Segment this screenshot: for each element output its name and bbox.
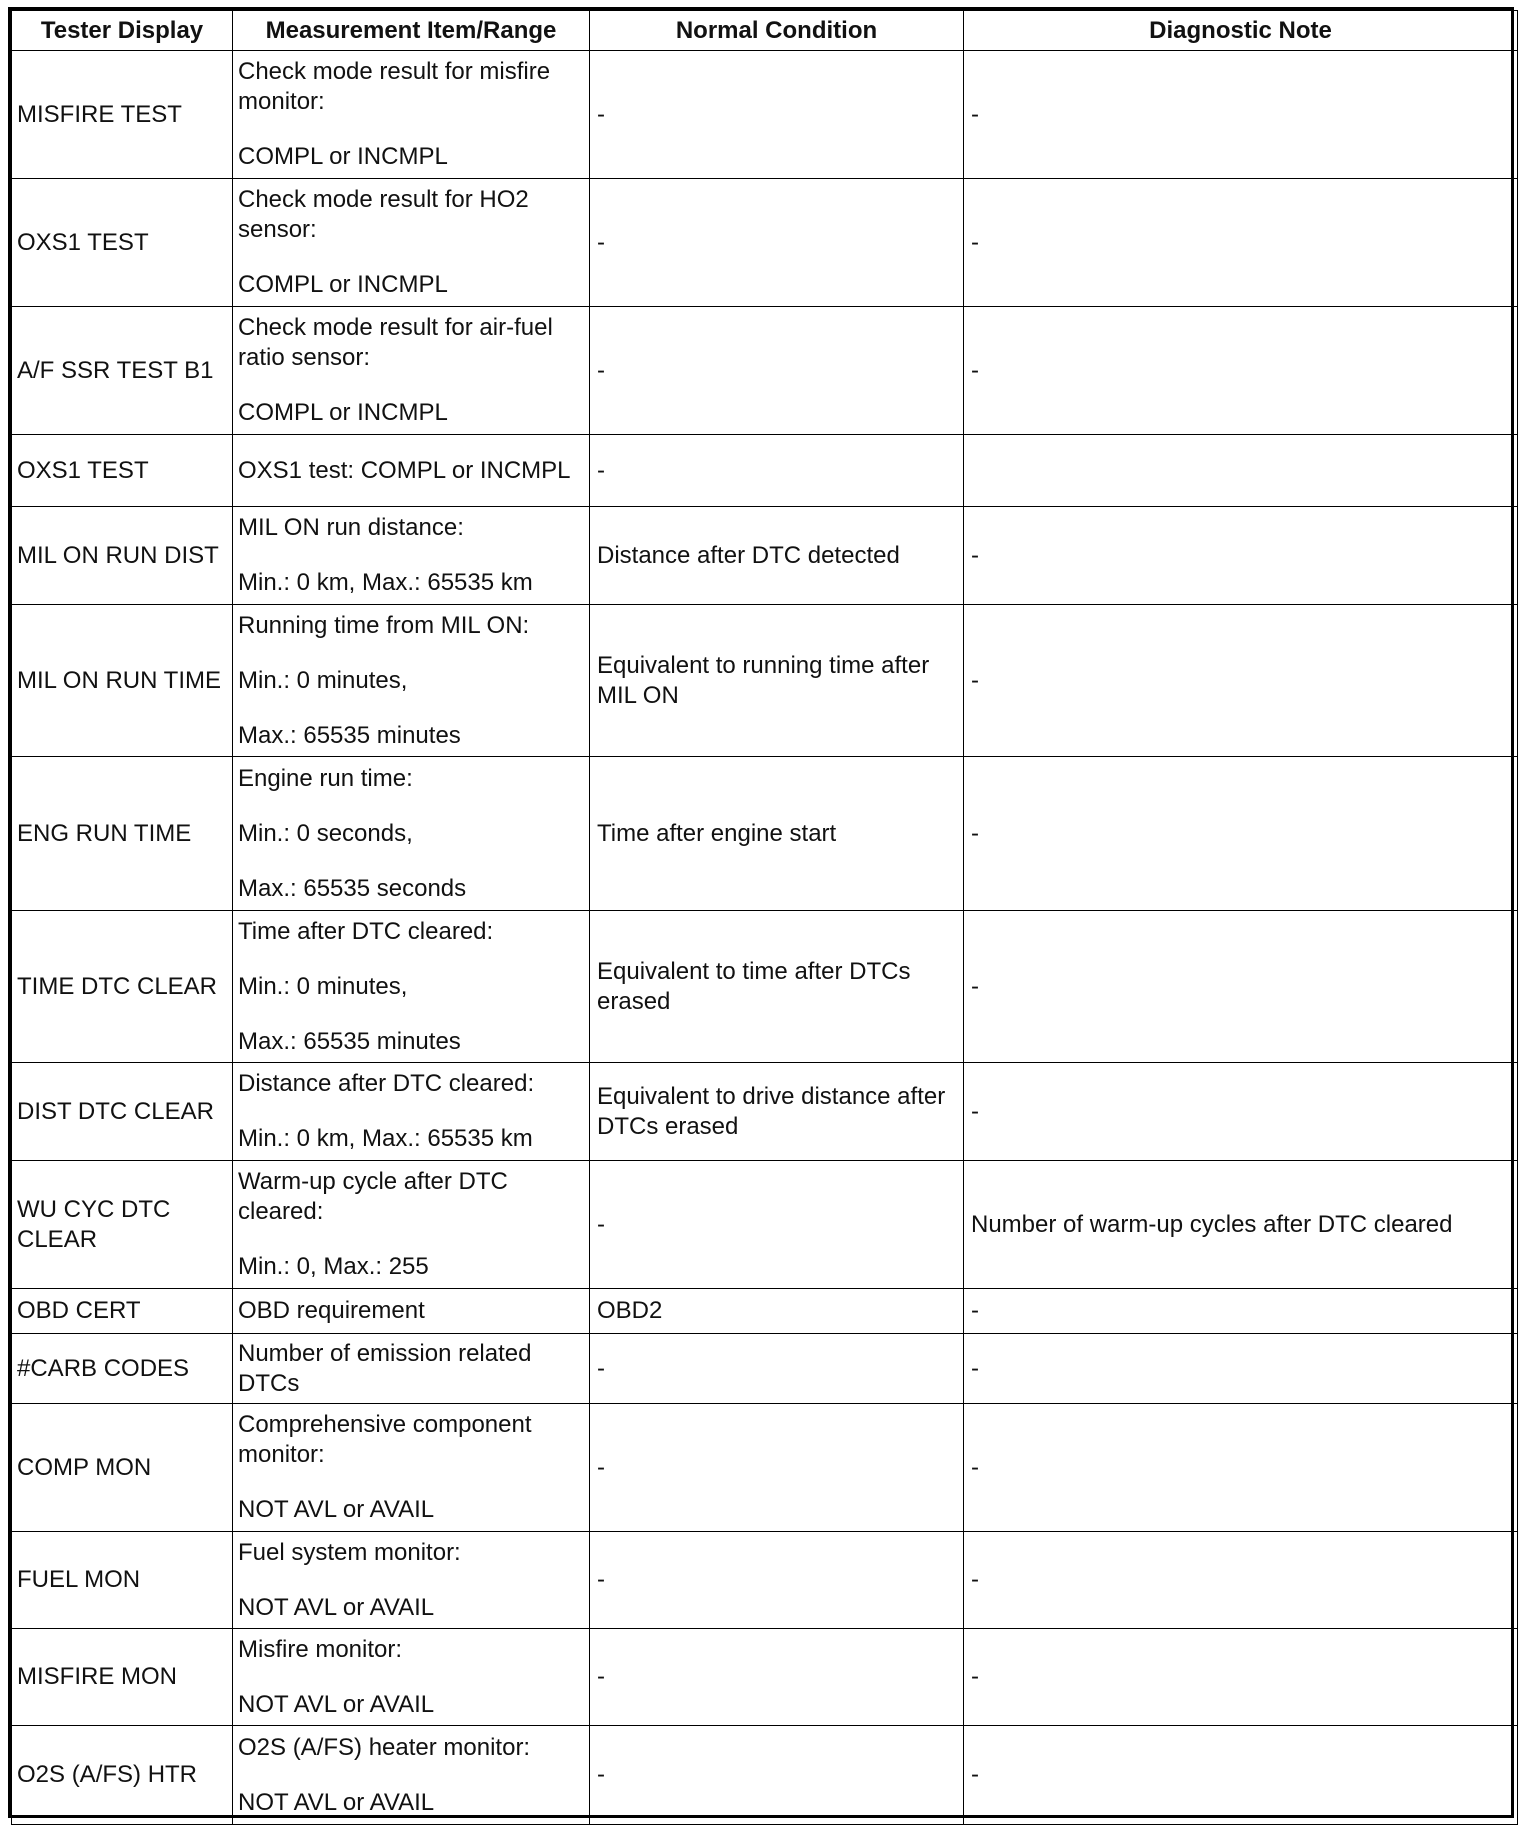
normal-condition-cell: - [590,1161,964,1289]
measurement-line: OXS1 test: COMPL or INCMPL [238,456,571,484]
measurement-cell [233,51,590,179]
measurement-cell [233,1532,590,1629]
normal-condition-cell: Equivalent to running time after MIL ON [590,605,964,757]
measurement-cell [233,1161,590,1289]
measurement-line: NOT AVL or AVAIL [238,1496,435,1523]
measurement-line: Time after DTC cleared: [238,917,494,945]
measurement-line: O2S (A/FS) heater monitor: [238,1733,531,1761]
diagnostic-note-cell: - [964,911,1518,1063]
diagnostic-note-cell: - [964,1334,1518,1404]
header-tester-display: Tester Display [12,11,233,51]
diagnostic-note-cell: - [964,1063,1518,1161]
measurement-line: Min.: 0 seconds, [238,819,413,847]
diagnostic-note-cell: - [964,307,1518,435]
data-list-table [11,10,1518,1825]
measurement-line: Number of emission related DTCs [238,1339,532,1397]
header-normal-condition: Normal Condition [590,11,964,51]
measurement-line: Engine run time: [238,764,413,792]
header-row [12,11,1518,51]
table-row [12,1532,1518,1629]
measurement-cell [233,179,590,307]
diagnostic-note-cell: - [964,507,1518,605]
data-list-table-frame [8,7,1514,1818]
table-row [12,1629,1518,1726]
normal-condition-cell: - [590,435,964,507]
tester-display-cell: MIL ON RUN TIME [12,605,233,757]
measurement-cell [233,757,590,911]
tester-display-cell: FUEL MON [12,1532,233,1629]
tester-display-cell: WU CYC DTC CLEAR [12,1161,233,1289]
normal-condition-cell: - [590,1334,964,1404]
measurement-line: Comprehensive component monitor: [238,1411,532,1468]
diagnostic-note-cell: - [964,1532,1518,1629]
table-row [12,435,1518,507]
measurement-cell [233,1063,590,1161]
measurement-line: Check mode result for misfire monitor: [238,58,551,115]
normal-condition-cell: - [590,179,964,307]
normal-condition-cell: - [590,1726,964,1825]
measurement-cell [233,1334,590,1404]
tester-display-cell: OBD CERT [12,1289,233,1334]
normal-condition-cell: - [590,1404,964,1532]
normal-condition-cell: OBD2 [590,1289,964,1334]
tester-display-cell: DIST DTC CLEAR [12,1063,233,1161]
measurement-cell [233,1289,590,1334]
table-row [12,1063,1518,1161]
normal-condition-cell: Distance after DTC detected [590,507,964,605]
measurement-line: Max.: 65535 seconds [238,874,467,902]
measurement-line: MIL ON run distance: [238,514,464,541]
diagnostic-note-cell [964,435,1518,507]
measurement-line: Max.: 65535 minutes [238,721,461,749]
measurement-line: Misfire monitor: [238,1635,403,1663]
measurement-line: NOT AVL or AVAIL [238,1788,435,1816]
tester-display-cell: #CARB CODES [12,1334,233,1404]
measurement-line: Min.: 0 km, Max.: 65535 km [238,1125,533,1152]
measurement-line: Min.: 0 km, Max.: 65535 km [238,569,533,596]
measurement-line: Check mode result for HO2 sensor: [238,186,529,243]
table-row [12,51,1518,179]
table-row [12,1404,1518,1532]
table-row [12,179,1518,307]
measurement-cell [233,605,590,757]
measurement-line: Distance after DTC cleared: [238,1070,535,1097]
measurement-cell [233,307,590,435]
normal-condition-cell: - [590,1532,964,1629]
measurement-cell [233,507,590,605]
diagnostic-note-cell: - [964,1629,1518,1726]
measurement-cell [233,1629,590,1726]
header-measurement-item: Measurement Item/Range [233,11,590,51]
measurement-cell [233,435,590,507]
tester-display-cell: MIL ON RUN DIST [12,507,233,605]
measurement-cell [233,1404,590,1532]
table-row [12,307,1518,435]
measurement-line: Warm-up cycle after DTC cleared: [238,1168,508,1225]
table-row [12,507,1518,605]
measurement-line: NOT AVL or AVAIL [238,1690,435,1718]
tester-display-cell: OXS1 TEST [12,435,233,507]
tester-display-cell: A/F SSR TEST B1 [12,307,233,435]
table-row [12,1289,1518,1334]
normal-condition-cell: - [590,307,964,435]
table-body [12,51,1518,1825]
measurement-line: COMPL or INCMPL [238,271,448,298]
measurement-line: COMPL or INCMPL [238,143,448,170]
measurement-line: Check mode result for air-fuel ratio sensor: [238,314,553,371]
normal-condition-cell: Time after engine start [590,757,964,911]
diagnostic-note-cell: - [964,179,1518,307]
header-diagnostic-note: Diagnostic Note [964,11,1518,51]
diagnostic-note-cell: - [964,1404,1518,1532]
tester-display-cell: O2S (A/FS) HTR [12,1726,233,1825]
measurement-line: Min.: 0 minutes, [238,972,408,1000]
measurement-line: OBD requirement [238,1297,425,1324]
table-row [12,911,1518,1063]
measurement-cell [233,911,590,1063]
diagnostic-note-cell: Number of warm-up cycles after DTC cleared [964,1161,1518,1289]
measurement-line: Running time from MIL ON: [238,611,530,639]
diagnostic-note-cell: - [964,757,1518,911]
table-row [12,1161,1518,1289]
measurement-line: Fuel system monitor: [238,1538,461,1566]
normal-condition-cell: Equivalent to time after DTCs erased [590,911,964,1063]
normal-condition-cell: - [590,1629,964,1726]
tester-display-cell: OXS1 TEST [12,179,233,307]
tester-display-cell: ENG RUN TIME [12,757,233,911]
measurement-line: Min.: 0 minutes, [238,666,408,694]
diagnostic-note-cell: - [964,605,1518,757]
measurement-line: Min.: 0, Max.: 255 [238,1253,429,1280]
measurement-line: COMPL or INCMPL [238,399,448,426]
table-row [12,1334,1518,1404]
tester-display-cell: TIME DTC CLEAR [12,911,233,1063]
measurement-line: NOT AVL or AVAIL [238,1593,435,1621]
tester-display-cell: MISFIRE MON [12,1629,233,1726]
normal-condition-cell: Equivalent to drive distance after DTCs erased [590,1063,964,1161]
diagnostic-note-cell: - [964,1289,1518,1334]
table-row [12,757,1518,911]
normal-condition-cell: - [590,51,964,179]
measurement-cell [233,1726,590,1825]
table-row [12,605,1518,757]
measurement-line: Max.: 65535 minutes [238,1027,461,1055]
diagnostic-note-cell: - [964,1726,1518,1825]
diagnostic-note-cell: - [964,51,1518,179]
tester-display-cell: COMP MON [12,1404,233,1532]
table-row [12,1726,1518,1825]
tester-display-cell: MISFIRE TEST [12,51,233,179]
